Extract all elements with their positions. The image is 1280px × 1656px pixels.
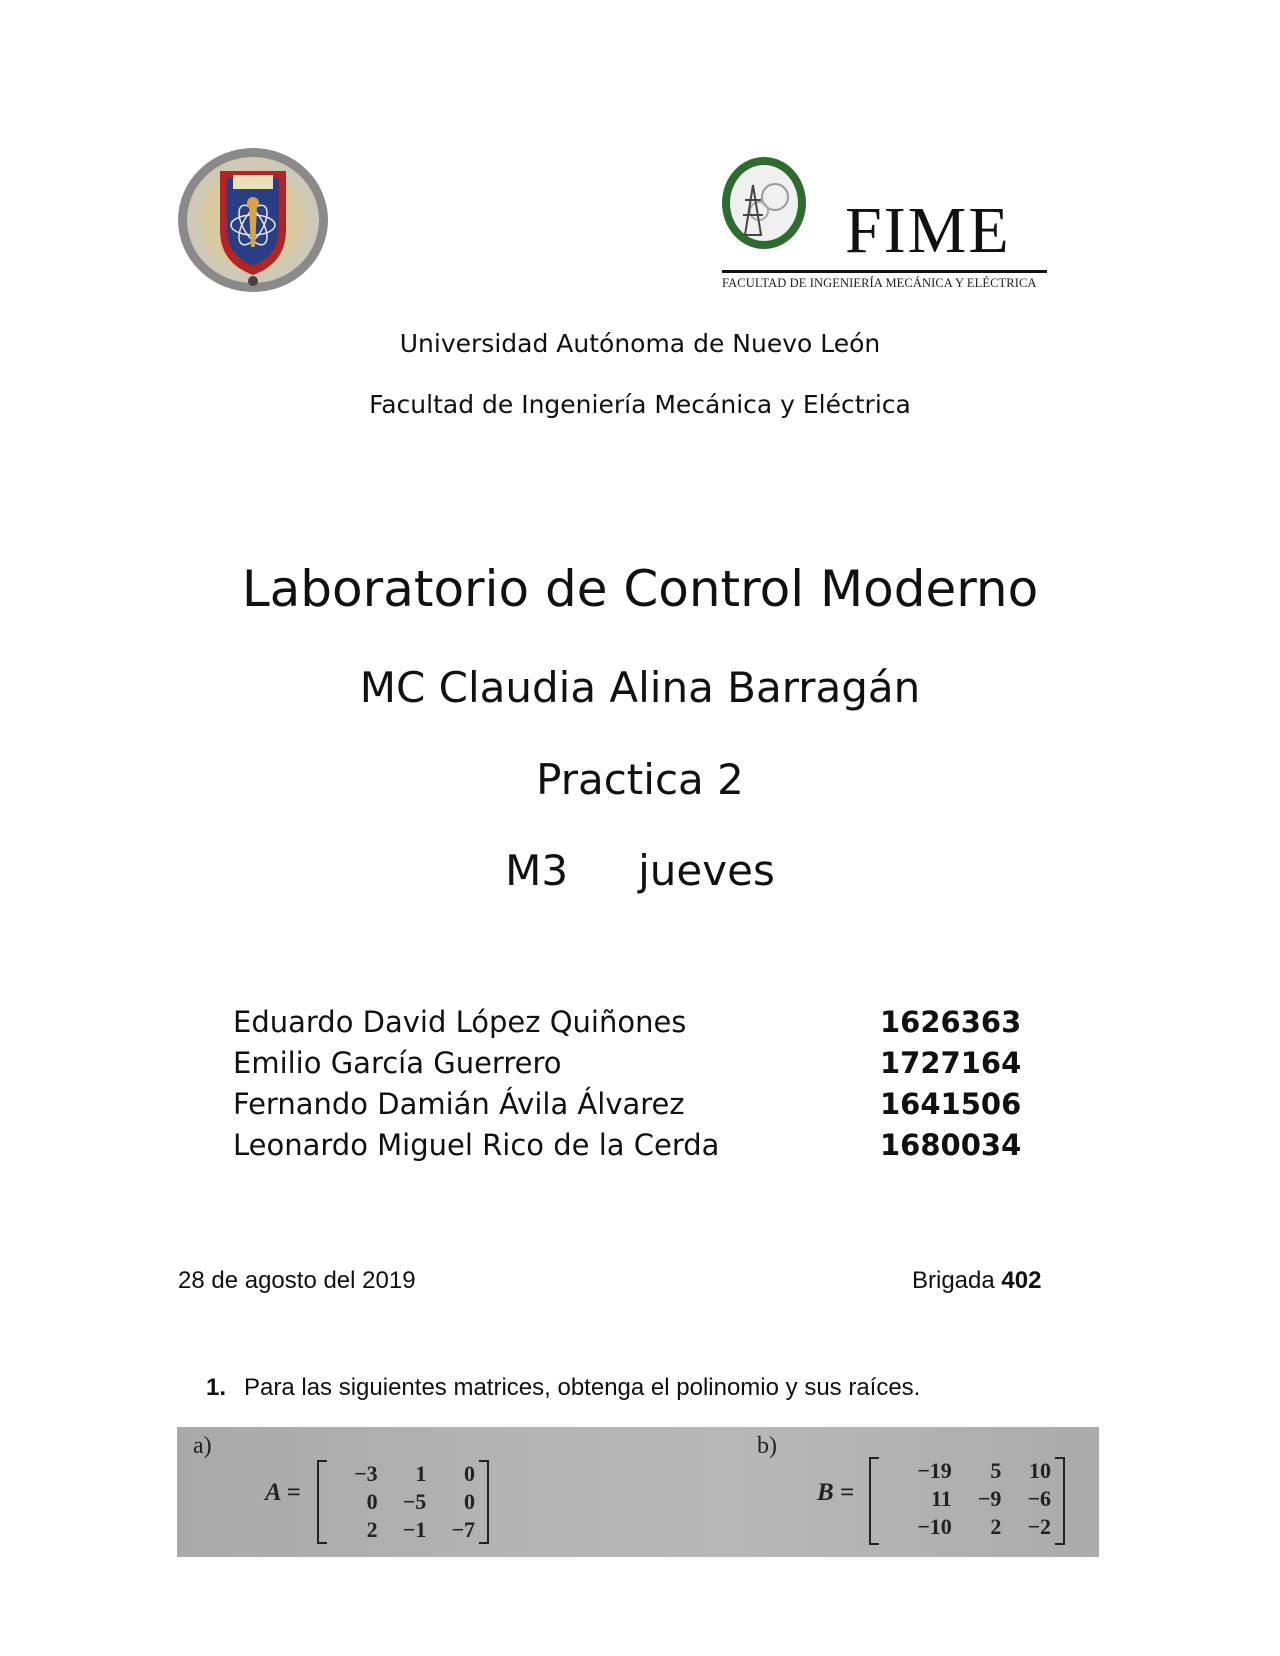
matrix-cell: 0 [366, 1489, 378, 1514]
matrix-cell: −1 [402, 1517, 427, 1542]
matrix-cell: 5 [990, 1458, 1002, 1483]
group-code: M3 [505, 846, 569, 895]
matrix-cell: −5 [402, 1489, 427, 1514]
matrix-a-label: a) [193, 1433, 212, 1459]
matrix-cell: −2 [1027, 1514, 1051, 1539]
matrix-cell: 10 [1029, 1458, 1051, 1483]
brigade [912, 1267, 1041, 1295]
class-day: jueves [638, 846, 775, 895]
fime-wordmark: FIME [845, 194, 1011, 267]
student-id: 1626363 [880, 1005, 1022, 1039]
brigade-number: 402 [1001, 1267, 1042, 1294]
matrix-cell: 0 [464, 1489, 475, 1514]
question-number: 1. [206, 1374, 227, 1401]
matrices-image [177, 1427, 1099, 1557]
matrix-cell: 2 [366, 1517, 378, 1542]
matrix-cell: −9 [977, 1486, 1002, 1511]
matrix-cell: 1 [415, 1461, 427, 1486]
matrix-a-name: A = [265, 1479, 301, 1506]
matrix-cell: 11 [930, 1486, 952, 1511]
practice-number: Practica 2 [536, 755, 744, 804]
matrix-b-label: b) [757, 1433, 777, 1459]
professor-name: MC Claudia Alina Barragán [359, 663, 921, 712]
matrix-b [869, 1457, 1065, 1545]
question-text: Para las siguientes matrices, obtenga el polinomio y sus raíces. [244, 1374, 921, 1401]
matrix-cell: −3 [354, 1461, 378, 1486]
university-name: Universidad Autónoma de Nuevo León [399, 329, 881, 358]
brigade-label: Brigada [912, 1267, 995, 1294]
matrix-a [317, 1460, 489, 1544]
matrix-cell: −19 [917, 1458, 952, 1483]
student-name: Emilio García Guerrero [233, 1046, 562, 1080]
report-date: 28 de agosto del 2019 [178, 1267, 416, 1294]
matrix-cell: 2 [990, 1514, 1002, 1539]
matrix-cell: 0 [464, 1461, 475, 1486]
question-1 [206, 1374, 920, 1402]
fime-divider [722, 270, 1047, 273]
group-and-day [0, 846, 1280, 895]
student-name: Eduardo David López Quiñones [233, 1005, 687, 1039]
uanl-seal-logo [175, 145, 335, 295]
matrix-cell: −7 [451, 1517, 475, 1542]
student-id: 1680034 [880, 1128, 1022, 1162]
fime-emblem-icon [719, 155, 814, 255]
fime-subtitle: FACULTAD DE INGENIERÍA MECÁNICA Y ELÉCTRICA [722, 276, 1037, 290]
matrix-b-name: B = [817, 1479, 855, 1506]
student-name: Fernando Damián Ávila Álvarez [233, 1087, 685, 1121]
student-name: Leonardo Miguel Rico de la Cerda [233, 1128, 720, 1162]
lab-title: Laboratorio de Control Moderno [241, 560, 1039, 618]
matrix-cell: −6 [1027, 1486, 1051, 1511]
student-id: 1727164 [880, 1046, 1022, 1080]
faculty-name: Facultad de Ingeniería Mecánica y Eléctrica [369, 390, 911, 419]
student-id: 1641506 [880, 1087, 1022, 1121]
matrix-cell: −10 [917, 1514, 952, 1539]
